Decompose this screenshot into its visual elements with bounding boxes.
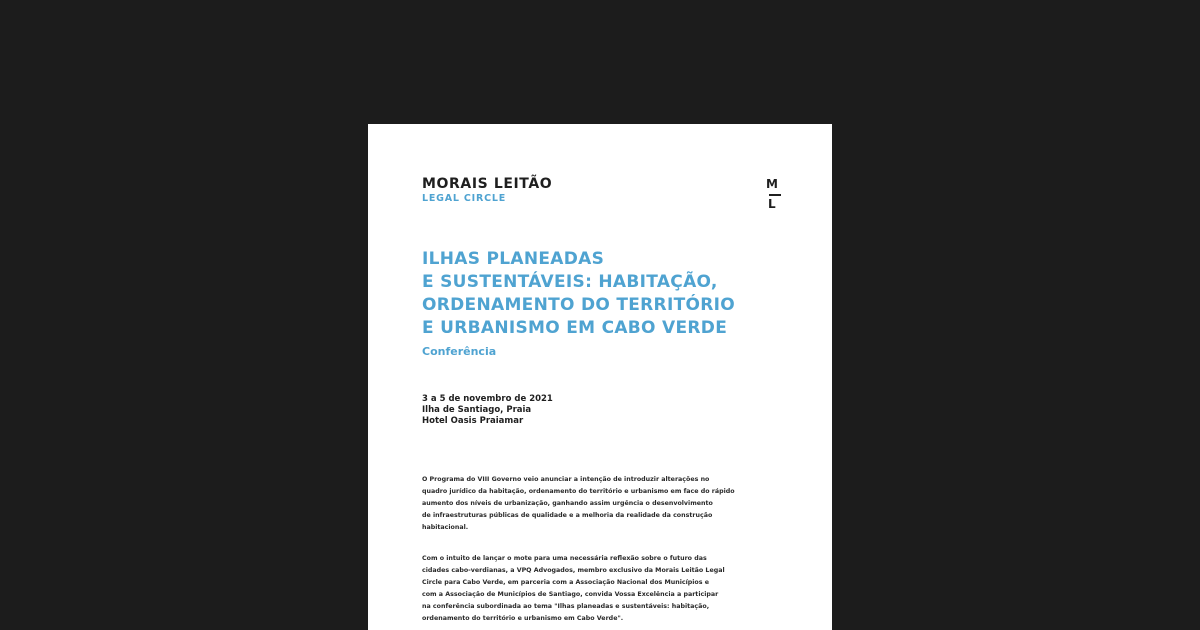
brand-logo xyxy=(422,176,552,205)
paragraph-line: com a Associação de Municípios de Santiago, convida Vossa Excelência a participar xyxy=(422,591,719,598)
event-date: 3 a 5 de novembro de 2021 xyxy=(422,394,553,404)
paragraph-line: na conferência subordinada ao tema "Ilhas planeadas e sustentáveis: habitação, xyxy=(422,603,710,610)
paragraph-line: aumento dos níveis de urbanização, ganhando assim urgência o desenvolvimento xyxy=(422,500,713,507)
paragraph-line: O Programa do VIII Governo veio anunciar a intenção de introduzir alterações no xyxy=(422,476,710,483)
paragraph-line: quadro jurídico da habitação, ordenamento do território e urbanismo em face do rápido xyxy=(422,488,735,495)
paragraph-line: cidades cabo-verdianas, a VPQ Advogados, membro exclusivo da Morais Leitão Legal xyxy=(422,567,725,574)
paragraph-line: de infraestruturas públicas de qualidade e a melhoria da realidade da construção xyxy=(422,512,713,519)
monogram-logo xyxy=(766,178,786,214)
monogram-top-letter: M xyxy=(766,177,778,191)
document-subtitle: Conferência xyxy=(422,345,497,358)
document-page xyxy=(368,124,832,630)
monogram-bottom-letter: L xyxy=(768,197,776,211)
title-line: ILHAS PLANEADAS xyxy=(422,249,605,269)
paragraph-line: habitacional. xyxy=(422,524,469,531)
title-line: E SUSTENTÁVEIS: HABITAÇÃO, xyxy=(422,272,718,292)
paragraph-line: Com o intuito de lançar o mote para uma necessária reflexão sobre o futuro das xyxy=(422,555,707,562)
title-line: ORDENAMENTO DO TERRITÓRIO xyxy=(422,295,735,315)
brand-name: MORAIS LEITÃO xyxy=(422,176,553,192)
body-paragraph xyxy=(422,553,752,625)
document-body xyxy=(422,474,752,630)
brand-subtitle: LEGAL CIRCLE xyxy=(422,193,506,204)
event-details xyxy=(422,394,553,427)
document-title-block xyxy=(422,248,782,359)
title-line: E URBANISMO EM CABO VERDE xyxy=(422,318,728,338)
body-paragraph xyxy=(422,474,752,534)
monogram-divider xyxy=(769,194,781,196)
paragraph-line: ordenamento do território e urbanismo em Cabo Verde". xyxy=(422,615,624,622)
event-location: Ilha de Santiago, Praia xyxy=(422,405,532,415)
paragraph-line: Circle para Cabo Verde, em parceria com a Associação Nacional dos Municípios e xyxy=(422,579,709,586)
event-venue: Hotel Oasis Praiamar xyxy=(422,416,524,426)
